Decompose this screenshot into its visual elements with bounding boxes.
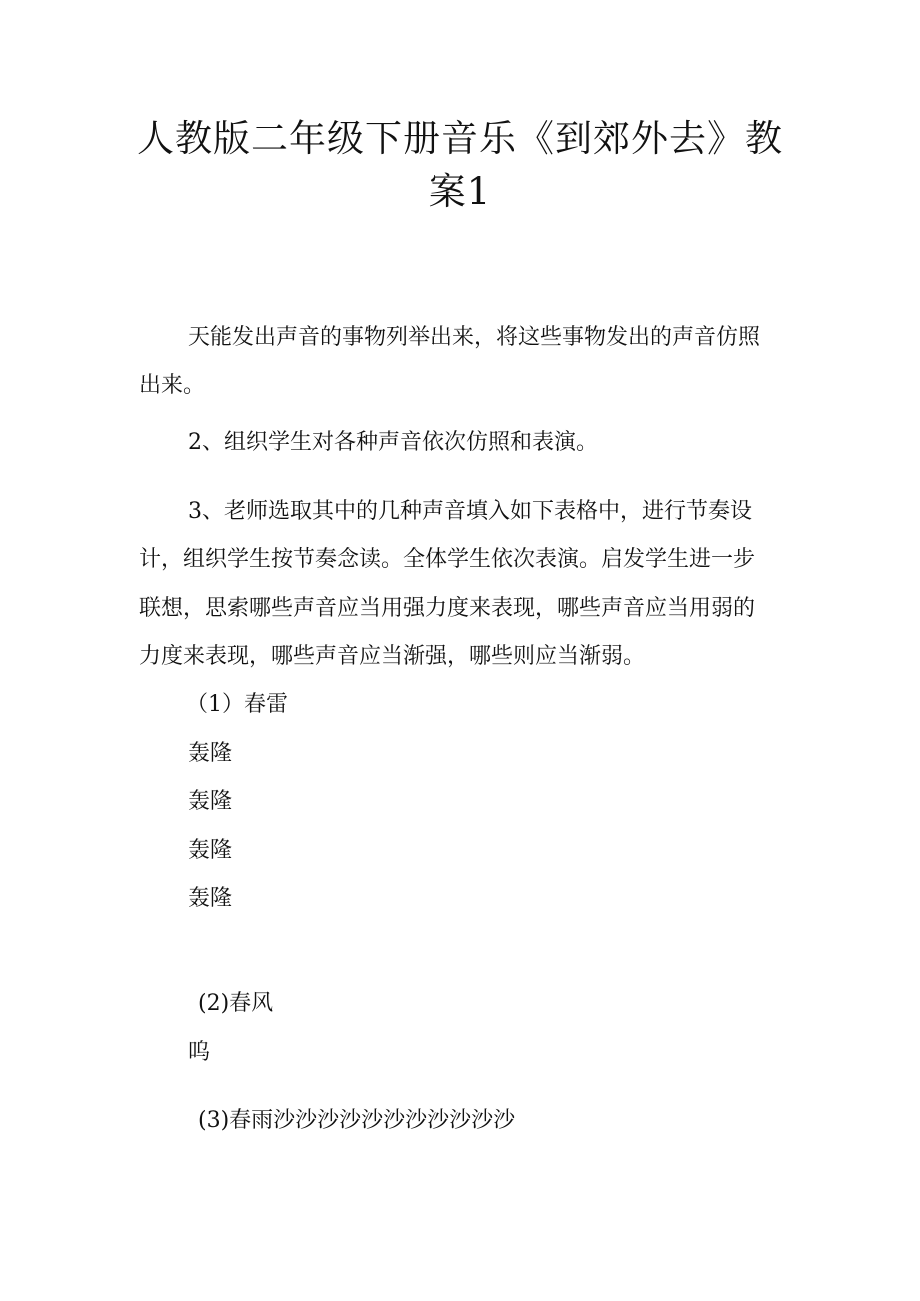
- paragraph-3-line-1: 3、老师选取其中的几种声音填入如下表格中，进行节奏设: [188, 499, 752, 524]
- item-wind-heading: (2)春风: [198, 991, 274, 1016]
- paragraph-1-line-2: 出来。: [139, 373, 206, 398]
- paragraph-3-line-4: 力度来表现，哪些声音应当渐强，哪些则应当渐弱。: [139, 644, 646, 669]
- paragraph-1-line-1: 天能发出声音的事物列举出来，将这些事物发出的声音仿照: [188, 325, 761, 350]
- paragraph-3-line-2: 计，组织学生按节奏念读。全体学生依次表演。启发学生进一步: [139, 547, 756, 572]
- item-thunder-sound: 轰隆: [188, 886, 233, 911]
- paragraph-3-line-3: 联想，思索哪些声音应当用强力度来表现，哪些声音应当用弱的: [139, 596, 756, 621]
- paragraph-2: 2、组织学生对各种声音依次仿照和表演。: [188, 430, 598, 455]
- item-thunder-sound: 轰隆: [188, 789, 233, 814]
- item-thunder-sound: 轰隆: [188, 741, 233, 766]
- item-thunder-sound: 轰隆: [188, 838, 233, 863]
- document-title-line-1: 人教版二年级下册音乐《到郊外去》教: [137, 117, 783, 160]
- item-rain-heading: (3)春雨沙沙沙沙沙沙沙沙沙沙沙: [198, 1108, 516, 1133]
- document-title-line-2: 案1: [428, 170, 492, 213]
- item-thunder-heading: （1）春雷: [186, 692, 288, 717]
- item-wind-sound: 呜: [188, 1040, 211, 1065]
